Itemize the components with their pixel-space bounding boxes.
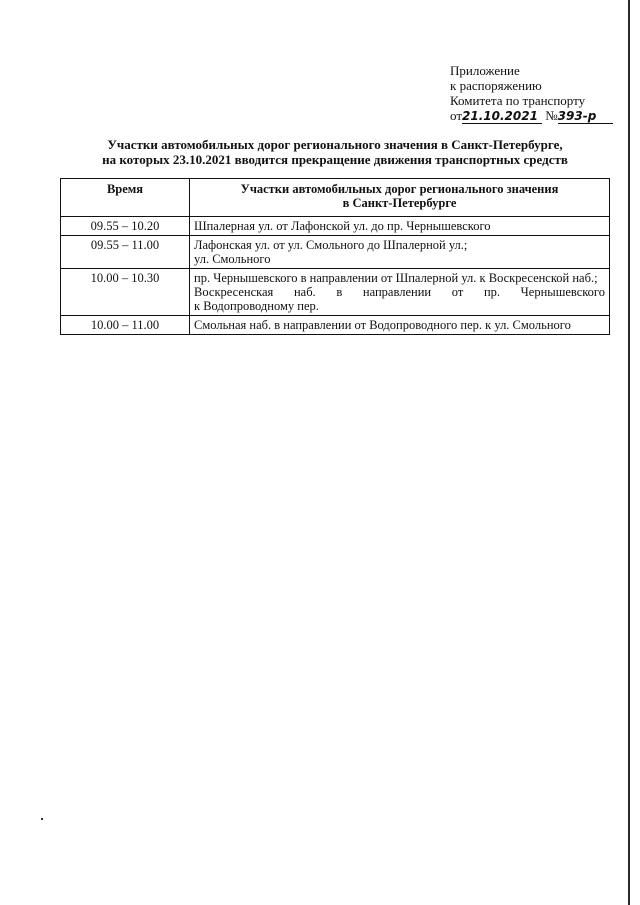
row-section-line: к Водопроводному пер. — [194, 299, 319, 313]
table-row — [61, 316, 610, 335]
row-sections — [190, 269, 610, 316]
scan-speck — [41, 818, 43, 820]
document-title — [60, 137, 610, 167]
row-sections — [190, 217, 610, 236]
table-row — [61, 236, 610, 269]
row-section-line: ул. Смольного — [194, 252, 271, 266]
table-row — [61, 269, 610, 316]
header-sections-line-1: Участки автомобильных дорог регионального значения — [240, 182, 559, 196]
row-section-line: Шпалерная ул. от Лафонской ул. до пр. Чернышевского — [194, 219, 491, 233]
appendix-label: Приложение — [450, 63, 520, 78]
road-closures-table — [60, 178, 610, 335]
row-section-line: Воскресенская наб. в направлении от пр. Чернышевского — [194, 285, 605, 299]
handwritten-number: 393-р — [558, 110, 613, 124]
row-section-line: пр. Чернышевского в направлении от Шпалерной ул. к Воскресенской наб.; — [194, 271, 598, 285]
appendix-reference — [450, 108, 613, 124]
table-row — [61, 217, 610, 236]
title-line-1: Участки автомобильных дорог регионального значения в Санкт-Петербурге, — [107, 137, 563, 152]
header-time: Время — [61, 179, 190, 217]
appendix-committee: Комитета по транспорту — [450, 93, 586, 108]
title-line-2: на которых 23.10.2021 вводится прекращение движения транспортных средств — [102, 152, 568, 167]
row-sections — [190, 236, 610, 269]
date-prefix: от — [450, 108, 463, 123]
row-time: 10.00 – 10.30 — [61, 269, 190, 316]
row-sections — [190, 316, 610, 335]
appendix-header — [450, 63, 613, 124]
scan-edge-line — [628, 0, 630, 905]
appendix-order-label: к распоряжению — [450, 78, 542, 93]
header-sections — [190, 179, 610, 217]
row-time: 09.55 – 11.00 — [61, 236, 190, 269]
row-time: 10.00 – 11.00 — [61, 316, 190, 335]
row-section-line: Смольная наб. в направлении от Водопроводного пер. к ул. Смольного — [194, 318, 571, 332]
row-time: 09.55 – 10.20 — [61, 217, 190, 236]
number-prefix: № — [545, 108, 558, 123]
table-header-row — [61, 179, 610, 217]
handwritten-date: 21.10.2021 — [462, 110, 542, 124]
row-section-line: Лафонская ул. от ул. Смольного до Шпалерной ул.; — [194, 238, 468, 252]
header-sections-line-2: в Санкт-Петербурге — [342, 196, 457, 210]
